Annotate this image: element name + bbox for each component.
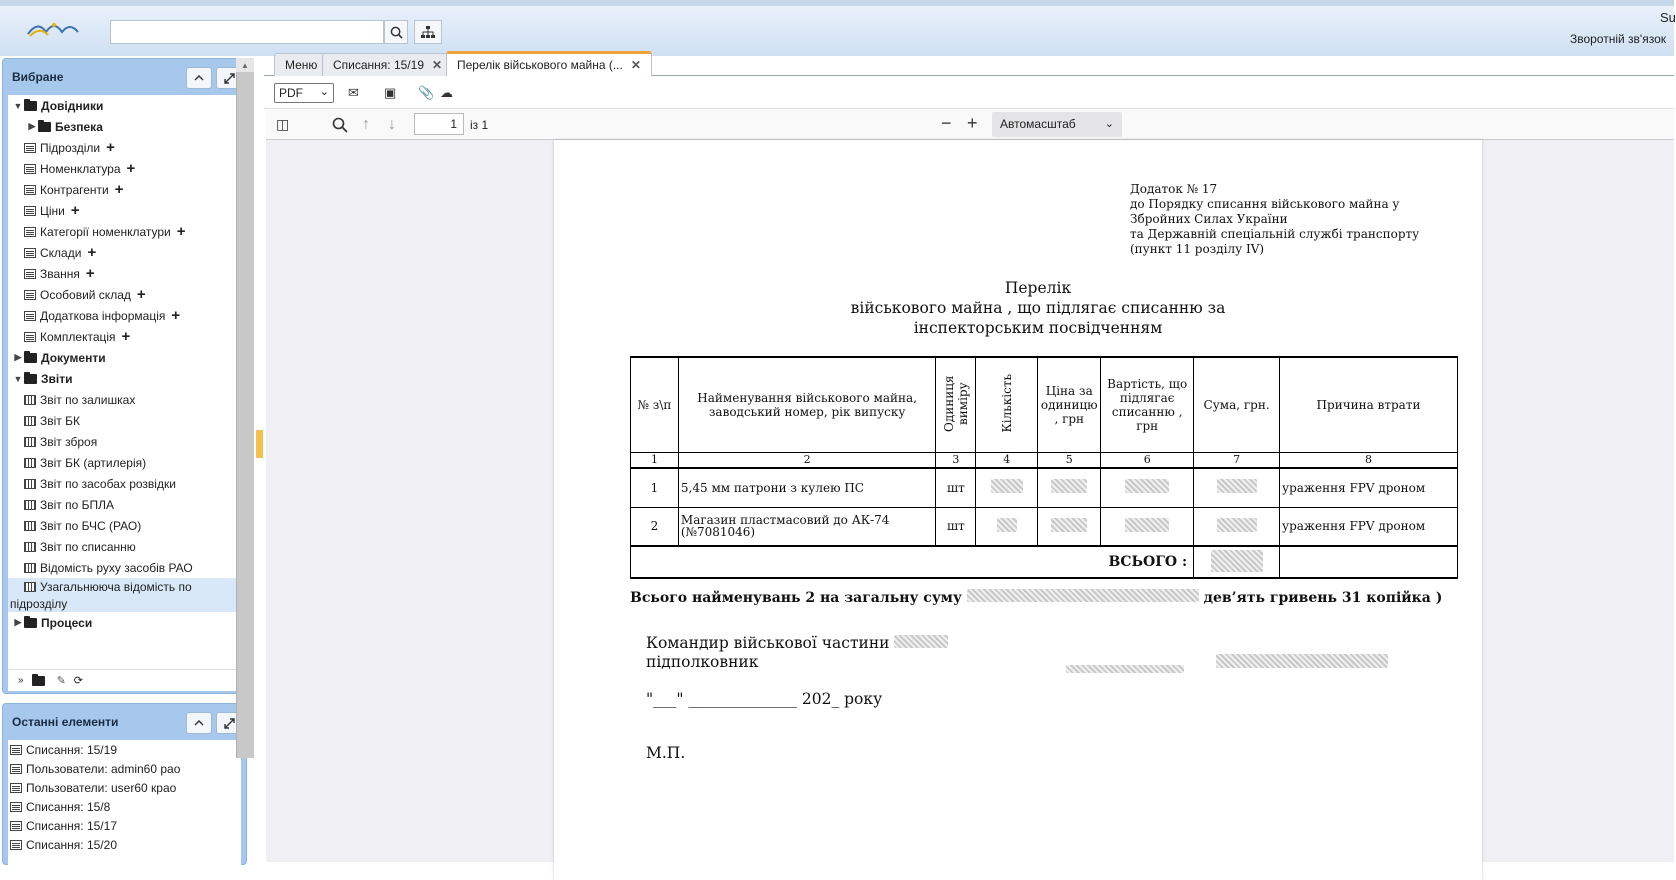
add-icon[interactable]: + [106, 139, 115, 156]
item-name: Магазин пластмасовий до АК-74 (№7081046) [678, 507, 935, 546]
sidebar-scrollbar[interactable] [236, 58, 254, 758]
tree-item-label: Звіт по БПЛА [40, 497, 115, 512]
archive-icon[interactable]: ▣ [384, 85, 397, 100]
tree-item[interactable] [8, 410, 241, 431]
tab-1[interactable] [322, 53, 453, 76]
redacted-value [1211, 550, 1263, 572]
recent-item[interactable] [8, 778, 241, 797]
chevron-down-icon: ⌄ [1104, 118, 1114, 130]
report-icon [24, 416, 36, 426]
search-button[interactable] [384, 20, 408, 44]
chevron-down-icon: ⌄ [319, 86, 329, 98]
empty-cell [1280, 546, 1458, 578]
report-icon [24, 500, 36, 510]
collapse-favorites-button[interactable] [186, 67, 212, 89]
recent-item-label: Списання: 15/20 [26, 837, 117, 852]
tree-item[interactable] [8, 263, 241, 284]
tree-item[interactable] [8, 452, 241, 473]
appendix-line: Додаток № 17 [1130, 182, 1218, 196]
recent-item-label: Пользователи: admin60 рао [26, 761, 181, 776]
recent-item[interactable] [8, 797, 241, 816]
title-line: Перелік [1004, 279, 1072, 297]
user-name[interactable]: Su [1660, 10, 1676, 25]
column-number: 2 [678, 453, 935, 469]
item-name: 5,45 мм патрони з кулею ПС [678, 468, 935, 507]
redacted-value [1125, 479, 1169, 493]
tree-item[interactable] [8, 242, 241, 263]
tree-folder[interactable] [8, 95, 241, 116]
redacted-unit-number [894, 635, 948, 648]
tree-item-label: Відомість руху засобів РАО [40, 560, 193, 575]
add-icon[interactable]: + [87, 244, 97, 261]
recent-items-title: Останні елементи [12, 715, 119, 729]
caret-down-icon[interactable]: ▼ [13, 373, 23, 384]
appendix-note [1130, 182, 1419, 257]
list-icon [24, 311, 36, 321]
scroll-up-arrow-icon[interactable]: ▲ [236, 58, 254, 72]
collapse-all-icon[interactable]: » [18, 675, 24, 686]
edit-icon[interactable]: ✎ [56, 675, 66, 687]
tree-item-label: Звіт БК (артилерія) [40, 455, 147, 470]
redacted-value [1051, 518, 1087, 532]
sitemap-icon [421, 26, 435, 39]
pdf-page [554, 140, 1482, 880]
tree-item-label: Особовий склад [40, 287, 131, 302]
tree-item-label: підрозділу [10, 597, 68, 611]
report-icon [24, 563, 36, 573]
redacted-signature [1066, 665, 1184, 673]
sitemap-button[interactable] [414, 20, 442, 44]
recent-item-label: Списання: 15/19 [26, 742, 117, 757]
loss-reason: ураження FPV дроном [1280, 507, 1458, 546]
redacted-cell [1038, 507, 1101, 546]
format-select-value: PDF [279, 86, 303, 100]
add-icon[interactable]: + [70, 202, 80, 219]
tree-item[interactable] [8, 305, 241, 326]
folder-icon [24, 374, 37, 384]
property-table [630, 356, 1458, 579]
redacted-value [1125, 518, 1169, 532]
tree-item-label: Документи [41, 350, 106, 365]
report-icon [24, 542, 36, 552]
recent-items-panel [2, 703, 247, 865]
appendix-line: та Державній спеціальній службі транспорту [1130, 227, 1420, 241]
tree-item-label: Звіти [41, 371, 73, 386]
tree-folder[interactable] [8, 116, 241, 137]
summary-start: Всього найменувань 2 на загальну суму [630, 590, 962, 606]
redacted-cell [1194, 546, 1280, 578]
favorites-panel [2, 58, 247, 694]
column-number: 4 [976, 453, 1038, 469]
close-icon[interactable]: ✕ [630, 58, 641, 72]
caret-down-icon[interactable]: ▼ [13, 100, 23, 111]
redacted-value [1217, 479, 1257, 493]
table-header-cell: Ціна за одиницю , грн [1038, 357, 1101, 453]
list-icon [24, 332, 36, 342]
tab-bar [264, 50, 1674, 76]
summary-line [630, 589, 1442, 606]
zoom-in-icon[interactable]: + [967, 113, 978, 133]
redacted-cell [976, 507, 1038, 546]
add-icon[interactable]: + [121, 328, 131, 345]
title-line: військового майна , що підлягає списанню за [850, 299, 1226, 317]
table-header-cell: Вартість, що підлягає списанню , грн [1101, 357, 1194, 453]
list-icon [24, 290, 36, 300]
report-icon [24, 395, 36, 405]
folder-icon [24, 618, 37, 628]
tree-item-label: Звіт по списанню [40, 539, 136, 554]
page-count-label: із 1 [470, 118, 489, 132]
tree-item[interactable] [8, 137, 241, 158]
caret-right-icon[interactable]: ▶ [14, 352, 22, 362]
commander-block [646, 634, 948, 672]
table-header-cell: Сума, грн. [1194, 357, 1280, 453]
list-icon [24, 227, 36, 237]
report-icon [24, 582, 36, 592]
item-unit: шт [936, 468, 976, 507]
document-title [754, 278, 1322, 338]
tree-item-label: Додаткова інформація [40, 308, 166, 323]
feedback-link[interactable]: Зворотній зв'язок [1569, 32, 1666, 46]
tree-item-label: Звіт по залишках [40, 392, 136, 407]
column-number: 8 [1280, 453, 1458, 469]
redacted-value [991, 479, 1023, 493]
tree-item-label: Безпека [55, 119, 103, 134]
favorites-tree [8, 95, 241, 669]
list-icon [24, 248, 36, 258]
tree-item-label: Звіт БК [40, 413, 80, 428]
list-icon [24, 164, 36, 174]
tree-item[interactable] [8, 431, 241, 452]
appendix-line: (пункт 11 розділу IV) [1130, 242, 1265, 256]
redacted-cell [1101, 468, 1194, 507]
tree-item-label: Підрозділи [40, 140, 101, 155]
report-icon [24, 479, 36, 489]
tree-item-label: Склади [40, 245, 82, 260]
tree-folder[interactable] [8, 347, 241, 368]
tree-item-label: Номенклатура [40, 161, 121, 176]
table-header-cell-text: Кількість [999, 374, 1014, 433]
list-icon [24, 269, 36, 279]
table-header-cell: Причина втрати [1280, 357, 1458, 453]
table-header-cell: Найменування військового майна, заводський номер, рік випуску [678, 357, 935, 453]
redacted-cell [1194, 468, 1280, 507]
list-icon [24, 206, 36, 216]
redacted-name [1216, 654, 1388, 668]
appendix-line: до Порядку списання військового майна у [1130, 197, 1400, 211]
sidebar-toggle-icon[interactable]: ◫ [276, 116, 290, 132]
folder-icon[interactable] [32, 676, 45, 686]
tree-item[interactable] [8, 578, 241, 596]
top-header [0, 0, 1674, 56]
tree-item-label: Комплектація [40, 329, 116, 344]
email-icon[interactable]: ✉ [348, 85, 359, 100]
cloud-download-icon[interactable]: ☁ [440, 85, 453, 100]
folder-icon [24, 101, 37, 111]
pdf-viewer-toolbar [266, 110, 1674, 140]
list-icon [10, 783, 22, 793]
date-line: "___" ______________ 202_ року [646, 690, 883, 708]
tree-item[interactable] [8, 221, 241, 242]
report-icon [24, 521, 36, 531]
tree-item-label: Звіт по БЧС (РАО) [40, 518, 142, 533]
list-icon [10, 821, 22, 831]
tree-folder[interactable] [8, 368, 241, 389]
expand-icon [224, 718, 235, 729]
add-icon[interactable]: + [171, 307, 181, 324]
zoom-select[interactable] [992, 112, 1122, 137]
add-icon[interactable]: + [136, 286, 146, 303]
add-icon[interactable]: + [85, 265, 95, 282]
tree-item[interactable] [8, 473, 241, 494]
tree-item[interactable] [8, 536, 241, 557]
favorites-title: Вибране [12, 70, 64, 84]
tree-item[interactable] [8, 200, 241, 221]
app-logo-icon[interactable] [24, 16, 82, 40]
tab-0[interactable] [274, 53, 328, 76]
caret-right-icon[interactable]: ▶ [14, 617, 22, 627]
column-number: 3 [936, 453, 976, 469]
tree-item[interactable] [8, 494, 241, 515]
table-total-row [631, 546, 1458, 578]
tree-item[interactable] [8, 557, 241, 578]
tree-item-label: Звіт по засобах розвідки [40, 476, 176, 491]
list-icon [24, 143, 36, 153]
recent-item-label: Пользователи: user60 крао [26, 780, 177, 795]
tree-item[interactable] [8, 389, 241, 410]
tab-label: Перелік військового майна (... [457, 58, 623, 72]
table-header-cell [976, 357, 1038, 453]
report-icon [24, 458, 36, 468]
tree-item-label: Контрагенти [40, 182, 109, 197]
recent-item-label: Списання: 15/8 [26, 799, 111, 814]
recent-item[interactable] [8, 835, 241, 854]
redacted-value [1217, 518, 1257, 532]
table-row [631, 468, 1458, 507]
chevron-up-icon [194, 720, 204, 726]
zoom-select-value: Автомасштаб [1000, 117, 1076, 131]
report-icon [24, 437, 36, 447]
tree-item[interactable] [8, 179, 241, 200]
row-number: 1 [631, 468, 679, 507]
recent-item-label: Списання: 15/17 [26, 818, 117, 833]
tree-item-label: Категорії номенклатури [40, 224, 171, 239]
tree-item[interactable] [8, 158, 241, 179]
redacted-value [1051, 479, 1087, 493]
add-icon[interactable]: + [176, 223, 186, 240]
expand-icon [224, 73, 235, 84]
list-icon [24, 185, 36, 195]
item-unit: шт [936, 507, 976, 546]
column-number: 7 [1194, 453, 1280, 469]
redacted-amount [967, 589, 1199, 602]
stamp-placeholder: М.П. [646, 744, 686, 762]
redacted-cell [1101, 507, 1194, 546]
tab-label: Меню [285, 58, 318, 72]
tree-item-label: Довідники [41, 98, 104, 113]
close-icon[interactable]: ✕ [432, 58, 443, 72]
global-search-input[interactable] [110, 20, 384, 44]
column-number: 6 [1101, 453, 1194, 469]
appendix-line: Збройних Силах України [1130, 212, 1288, 226]
list-icon [10, 745, 22, 755]
tree-item-label: Узагальнююча відомість по [40, 580, 192, 594]
list-icon [10, 802, 22, 812]
pdf-viewer-area[interactable] [266, 140, 1674, 862]
refresh-icon[interactable]: ⟳ [73, 675, 83, 687]
tree-folder[interactable] [8, 612, 241, 633]
tree-item-label: Процеси [41, 615, 93, 630]
table-header-cell-text: Одиниця виміру [941, 375, 970, 432]
table-header-cell [936, 357, 976, 453]
tree-item[interactable] [8, 326, 241, 347]
table-column-number-row [631, 453, 1458, 469]
list-icon [10, 840, 22, 850]
redacted-cell [1194, 507, 1280, 546]
collapse-recent-button[interactable] [186, 712, 212, 734]
redacted-cell [1038, 468, 1101, 507]
column-number: 5 [1038, 453, 1101, 469]
tab-2[interactable] [446, 51, 652, 76]
zoom-out-icon[interactable]: − [941, 113, 952, 133]
attachment-icon[interactable]: 📎 [418, 85, 435, 100]
commander-title: Командир військової частини [646, 634, 890, 652]
panel-splitter-handle[interactable] [256, 430, 263, 458]
table-row [631, 507, 1458, 546]
tree-item-label: Ціни [40, 203, 65, 218]
redacted-cell [976, 468, 1038, 507]
tree-item-continuation[interactable] [8, 596, 241, 612]
add-icon[interactable]: + [114, 181, 124, 198]
previous-page-icon[interactable]: ↑ [362, 116, 370, 133]
table-header-cell: № з\п [631, 357, 679, 453]
row-number: 2 [631, 507, 679, 546]
recent-item[interactable] [8, 740, 241, 759]
next-page-icon[interactable]: ↓ [388, 116, 396, 133]
tab-label: Списання: 15/19 [333, 58, 424, 72]
folder-icon [38, 122, 51, 132]
commander-rank: підполковник [646, 653, 759, 671]
page-number-input[interactable]: 1 [414, 113, 464, 135]
favorites-footer [8, 669, 241, 691]
title-line: інспекторським посвідченням [913, 319, 1163, 337]
search-icon[interactable] [332, 117, 348, 133]
summary-end: дев’ять гривень 31 копійка ) [1203, 590, 1443, 606]
recent-items-list [8, 740, 241, 870]
recent-item[interactable] [8, 816, 241, 835]
table-header-row [631, 357, 1458, 453]
tree-item-label: Звіт зброя [40, 434, 98, 449]
folder-icon [24, 353, 37, 363]
list-icon [10, 764, 22, 774]
search-icon [390, 26, 403, 39]
redacted-value [997, 518, 1017, 532]
caret-right-icon[interactable]: ▶ [28, 121, 36, 131]
total-label: ВСЬОГО : [631, 546, 1194, 578]
loss-reason: ураження FPV дроном [1280, 468, 1458, 507]
recent-item[interactable] [8, 759, 241, 778]
tree-item-label: Звання [40, 266, 80, 281]
format-select[interactable] [274, 83, 334, 103]
chevron-up-icon [194, 75, 204, 81]
document-toolbar [264, 77, 1674, 109]
tree-item[interactable] [8, 284, 241, 305]
column-number: 1 [631, 453, 679, 469]
commander-line [646, 634, 948, 653]
add-icon[interactable]: + [126, 160, 136, 177]
tree-item[interactable] [8, 515, 241, 536]
